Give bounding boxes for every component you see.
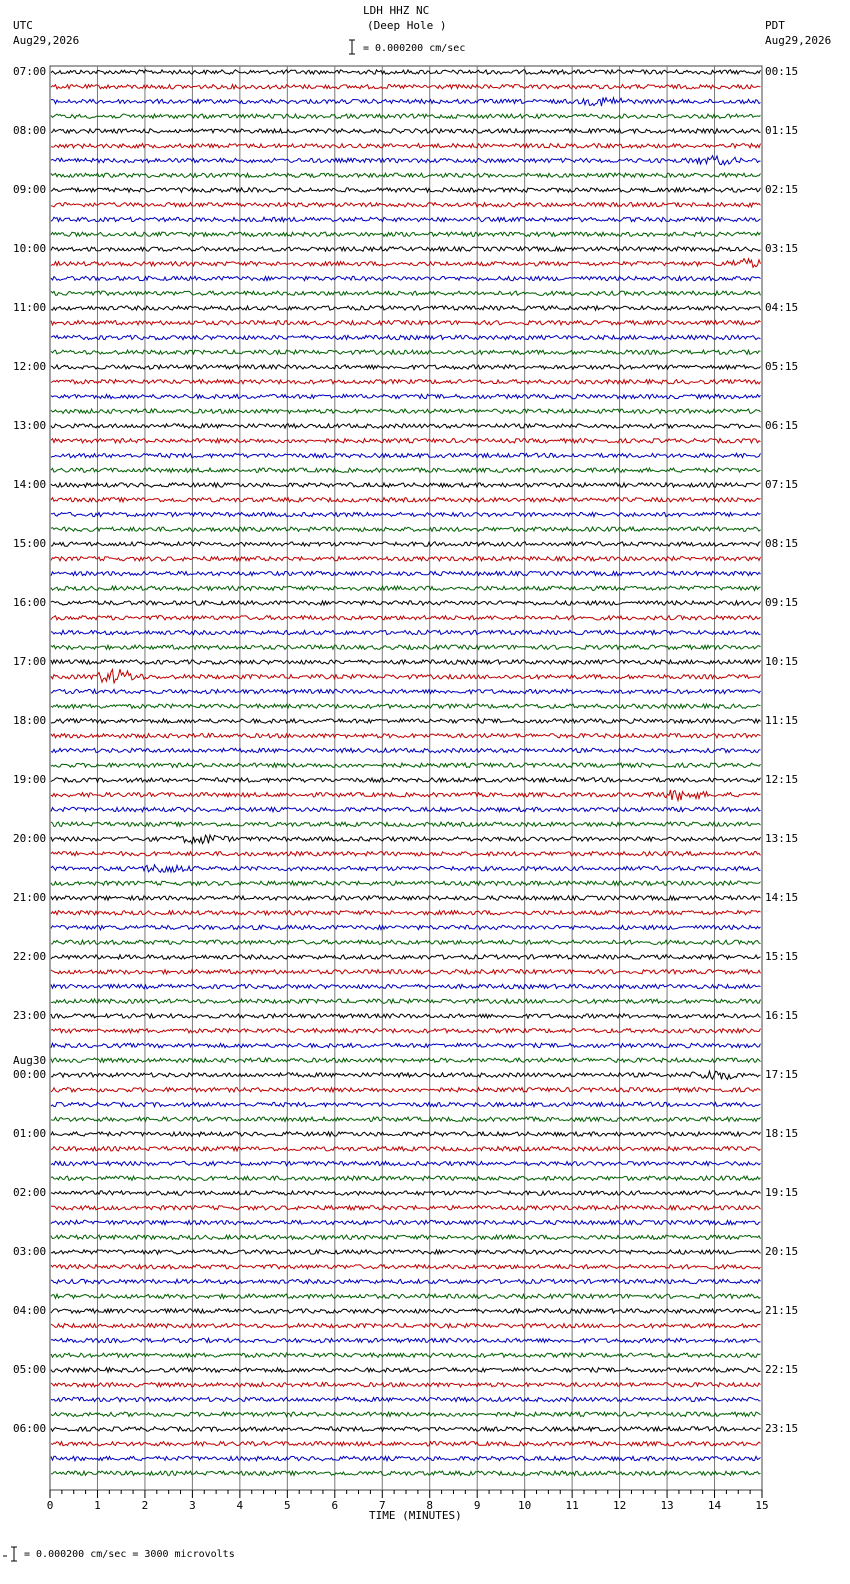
left-hour-label: 08:00 <box>13 124 47 137</box>
right-hour-label: 18:15 <box>765 1127 799 1140</box>
right-timezone: PDT <box>765 19 785 32</box>
seismic-trace <box>51 129 761 133</box>
seismic-trace <box>51 217 761 221</box>
seismic-trace <box>51 704 761 708</box>
right-hour-label: 10:15 <box>765 655 799 668</box>
right-hour-label: 07:15 <box>765 478 799 491</box>
right-hour-label: 12:15 <box>765 773 799 786</box>
seismic-trace <box>51 1397 761 1401</box>
left-hour-label: 04:00 <box>13 1304 47 1317</box>
seismic-trace <box>51 896 761 900</box>
seismic-trace <box>51 719 761 723</box>
seismic-trace <box>51 306 761 310</box>
seismic-trace <box>51 512 761 516</box>
seismic-trace <box>51 1235 761 1239</box>
right-hour-label: 16:15 <box>765 1009 799 1022</box>
seismic-trace <box>51 660 761 664</box>
right-hour-label: 03:15 <box>765 242 799 255</box>
seismic-trace <box>51 1043 761 1047</box>
seismic-trace <box>51 468 761 472</box>
seismic-trace <box>51 1324 761 1328</box>
right-hour-label: 01:15 <box>765 124 799 137</box>
seismic-trace <box>51 527 761 531</box>
left-hour-label: 21:00 <box>13 891 47 904</box>
seismic-trace <box>51 247 761 251</box>
seismic-trace <box>51 1309 761 1313</box>
right-hour-label: 17:15 <box>765 1068 799 1081</box>
x-tick-label: 12 <box>612 1499 627 1512</box>
seismic-trace <box>51 380 761 384</box>
left-hour-label: 23:00 <box>13 1009 47 1022</box>
left-hour-label: 12:00 <box>13 360 47 373</box>
x-tick-label: 0 <box>46 1499 54 1512</box>
date-change-label: Aug30 <box>13 1054 47 1067</box>
seismic-trace <box>51 203 761 207</box>
right-hour-label: 22:15 <box>765 1363 799 1376</box>
right-hour-label: 05:15 <box>765 360 799 373</box>
seismic-trace <box>51 790 761 801</box>
seismic-trace <box>51 1206 761 1210</box>
seismic-trace <box>51 394 761 398</box>
left-hour-label: 00:00 <box>13 1068 47 1081</box>
left-hour-label: 07:00 <box>13 65 47 78</box>
seismic-trace <box>51 1132 761 1136</box>
seismic-traces <box>51 70 761 1476</box>
seismic-trace <box>51 156 761 165</box>
seismic-trace <box>51 1265 761 1269</box>
seismic-trace <box>51 822 761 826</box>
left-hour-label: 14:00 <box>13 478 47 491</box>
seismic-trace <box>51 453 761 457</box>
seismic-trace <box>51 1250 761 1254</box>
seismic-trace <box>51 409 761 413</box>
seismic-trace <box>51 1102 761 1106</box>
seismic-trace <box>51 1456 761 1460</box>
left-timezone: UTC <box>13 19 33 32</box>
right-hour-label: 13:15 <box>765 832 799 845</box>
left-hour-label: 10:00 <box>13 242 47 255</box>
seismic-trace <box>51 970 761 974</box>
seismic-trace <box>51 689 761 693</box>
seismic-trace <box>51 881 761 885</box>
scale-text: = 0.000200 cm/sec <box>363 43 466 54</box>
seismic-trace <box>51 1412 761 1416</box>
seismic-trace <box>51 188 761 192</box>
seismic-trace <box>51 999 761 1003</box>
scale-bar-icon <box>349 40 355 54</box>
seismic-trace <box>51 1176 761 1180</box>
right-hour-label: 19:15 <box>765 1186 799 1199</box>
seismic-trace <box>51 114 761 118</box>
seismic-trace <box>51 586 761 590</box>
right-hour-label: 08:15 <box>765 537 799 550</box>
footer-scale-text: = 0.000200 cm/sec = 3000 microvolts <box>24 1549 235 1560</box>
x-tick-label: 6 <box>331 1499 339 1512</box>
seismic-trace <box>51 778 761 782</box>
seismic-trace <box>51 1427 761 1431</box>
seismic-trace <box>51 97 761 106</box>
seismic-trace <box>51 940 761 944</box>
seismic-trace <box>51 557 761 561</box>
seismic-trace <box>51 365 761 369</box>
x-tick-label: 9 <box>473 1499 481 1512</box>
seismic-trace <box>51 1220 761 1224</box>
seismic-trace <box>51 424 761 428</box>
left-hour-label: 05:00 <box>13 1363 47 1376</box>
left-hour-label: 15:00 <box>13 537 47 550</box>
x-axis-label: TIME (MINUTES) <box>369 1509 462 1522</box>
left-hour-label: 16:00 <box>13 596 47 609</box>
x-tick-label: 1 <box>94 1499 101 1512</box>
right-hour-label: 23:15 <box>765 1422 799 1435</box>
seismic-trace <box>51 616 761 620</box>
right-hour-label: 02:15 <box>765 183 799 196</box>
seismic-trace <box>51 1353 761 1357</box>
seismic-trace <box>51 1383 761 1387</box>
x-tick-label: 4 <box>236 1499 244 1512</box>
seismic-trace <box>51 1191 761 1195</box>
left-hour-label: 13:00 <box>13 419 47 432</box>
x-tick-label: 14 <box>707 1499 722 1512</box>
seismic-trace <box>51 1471 761 1475</box>
seismic-trace <box>51 1161 761 1165</box>
seismic-trace <box>51 1368 761 1372</box>
right-hour-label: 11:15 <box>765 714 799 727</box>
left-hour-label: 20:00 <box>13 832 47 845</box>
seismic-trace <box>51 1279 761 1283</box>
seismic-trace <box>51 748 761 752</box>
seismic-trace <box>51 276 761 280</box>
left-hour-label: 17:00 <box>13 655 47 668</box>
right-hour-label: 15:15 <box>765 950 799 963</box>
seismic-trace <box>51 1029 761 1033</box>
left-hour-label: 01:00 <box>13 1127 47 1140</box>
left-hour-label: 18:00 <box>13 714 47 727</box>
seismic-trace <box>51 984 761 988</box>
seismic-trace <box>51 1014 761 1018</box>
seismic-trace <box>51 173 761 177</box>
seismic-trace <box>51 321 761 325</box>
seismic-trace <box>51 1058 761 1062</box>
right-hour-label: 09:15 <box>765 596 799 609</box>
left-date: Aug29,2026 <box>13 34 80 47</box>
seismic-trace <box>51 911 761 915</box>
x-tick-label: 10 <box>518 1499 532 1512</box>
right-hour-label: 14:15 <box>765 891 799 904</box>
seismic-trace <box>51 1147 761 1151</box>
seismic-trace <box>51 865 761 873</box>
seismic-trace <box>51 85 761 89</box>
seismic-trace <box>51 571 761 575</box>
seismic-trace <box>51 1442 761 1446</box>
station-location: (Deep Hole ) <box>367 19 447 32</box>
seismic-trace <box>51 1088 761 1092</box>
left-hour-label: 02:00 <box>13 1186 47 1199</box>
seismic-trace <box>51 1117 761 1121</box>
x-tick-label: 5 <box>284 1499 291 1512</box>
seismic-trace <box>51 835 761 844</box>
seismic-trace <box>51 335 761 339</box>
right-date: Aug29,2026 <box>765 34 832 47</box>
left-hour-label: 22:00 <box>13 950 47 963</box>
right-hour-label: 04:15 <box>765 301 799 314</box>
seismic-trace <box>51 763 761 767</box>
left-hour-label: 06:00 <box>13 1422 47 1435</box>
left-hour-label: 09:00 <box>13 183 47 196</box>
seismic-trace <box>51 439 761 443</box>
seismic-trace <box>51 498 761 502</box>
seismic-trace <box>51 645 761 649</box>
seismic-trace <box>51 925 761 929</box>
seismic-trace <box>51 601 761 605</box>
right-hour-label: 20:15 <box>765 1245 799 1258</box>
seismic-trace <box>51 144 761 148</box>
seismic-trace <box>51 483 761 487</box>
x-tick-label: 13 <box>660 1499 674 1512</box>
x-tick-label: 11 <box>565 1499 579 1512</box>
right-hour-label: 21:15 <box>765 1304 799 1317</box>
seismic-trace <box>51 1294 761 1298</box>
right-hour-label: 00:15 <box>765 65 799 78</box>
seismic-trace <box>51 70 761 74</box>
seismic-trace <box>51 807 761 811</box>
seismic-trace <box>51 1338 761 1342</box>
right-hour-label: 06:15 <box>765 419 799 432</box>
seismic-trace <box>51 734 761 738</box>
seismic-trace <box>51 232 761 236</box>
seismic-trace <box>51 542 761 546</box>
x-tick-label: 3 <box>189 1499 196 1512</box>
seismic-trace <box>51 852 761 856</box>
seismic-trace <box>51 291 761 295</box>
x-tick-label: 2 <box>141 1499 149 1512</box>
left-hour-label: 19:00 <box>13 773 47 786</box>
seismic-trace <box>51 669 761 683</box>
station-title: LDH HHZ NC <box>363 4 430 17</box>
x-tick-label: 8 <box>426 1499 434 1512</box>
x-tick-label: 7 <box>378 1499 386 1512</box>
seismic-trace <box>51 350 761 354</box>
seismic-trace <box>51 630 761 634</box>
seismic-trace <box>51 1071 761 1079</box>
scale-bar-icons <box>3 40 355 1561</box>
footer-scale-bar-icon <box>3 1547 17 1561</box>
left-hour-label: 11:00 <box>13 301 47 314</box>
x-tick-label: 15 <box>755 1499 769 1512</box>
seismic-trace <box>51 259 761 268</box>
seismic-trace <box>51 955 761 959</box>
left-hour-label: 03:00 <box>13 1245 47 1258</box>
